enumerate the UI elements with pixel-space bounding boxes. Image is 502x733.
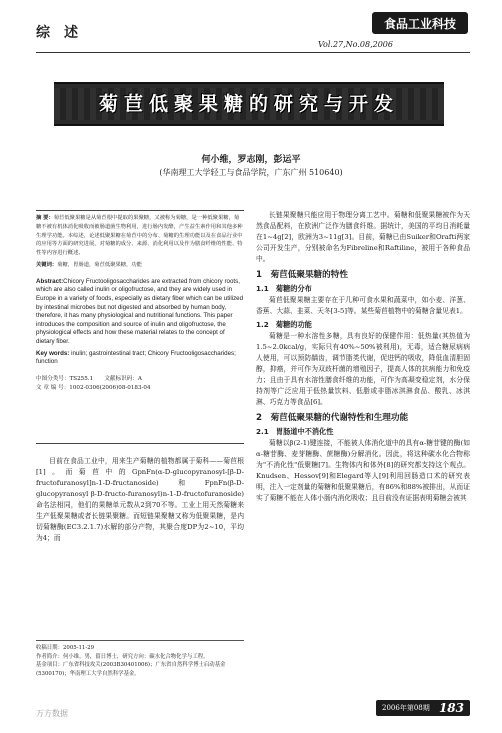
paragraph-2-1: 菊糖以β(2-1)键连接，不能被人体消化道中的具有α-糖苷键的酶(如α-糖苷酶、麦芽糖酶、蔗糖酶)分解消化。因此，将这种碳水化合物称为"不消化性"低聚糖[7]。生物体内和体外[8]的研究都支持这个观点。Knudsen、Hessov[9]和Elegard等人[9]利用回肠造口术的研究表明，注入一定剂量的菊糖和低聚果糖后，有86%和88%被排出，从而证实了菊糖不能在人体小肠内消化吸收；且目前没有证据表明菊糖会被其 <box>256 439 470 502</box>
classification-meta <box>36 375 244 393</box>
section-label: 综述 <box>36 25 92 41</box>
abstract-box <box>36 210 244 444</box>
volume-info: Vol.27,No.08,2006 <box>318 40 393 49</box>
keywords-en-text: inulin; gastrointestinal tract; Chicory Fructooligosaccharides; function <box>36 349 236 366</box>
clc-line: 中图分类号：TS255.1 文献标识码：A <box>36 375 142 382</box>
affiliation: (华南理工大学轻工与食品学院，广东广州 510640) <box>159 168 343 177</box>
keywords-cn-text: 菊糖，胃肠道，菊苣低聚果糖，功能 <box>57 261 142 268</box>
footnote-author: 作者简介：何小维，男，留日博士，研究方向：碳水化合物化学与工程。 <box>36 653 209 660</box>
paragraph-1-1: 菊苣低聚果糖主要存在于几种可食水果和蔬菜中，如小麦、洋葱、香蕉、大蒜、韭菜、天冬[3-5]等。某些菊苣植物中的菊糖含量见表1。 <box>256 296 470 315</box>
abstract-cn-text: 菊苣低聚果糖是从菊苣根中提取的果聚糖，又被称为菊糖，是一种低聚果糖，菊糖不被有机体消化吸收而被肠道菌生物利用，进行肠内发酵，产生益生素作用和其他多种生理学功能。本综述，论述低聚果糖在菊苣中的分布、菊糖的生理功能以及在食品行业中的应用等方面的研究进展，对菊糖的成分、来源、消化利用以及作为膳食纤维的性能、特性等内容进行概述。 <box>36 215 243 257</box>
page-tab <box>376 700 470 716</box>
footnote-fund: 基金项目：广东省科技攻关(2003B30401006)；广东省自然科学博士启动基金(5300170)；华南理工大学自然科学基金。 <box>36 662 226 677</box>
abstract-cn-label: 摘 要： <box>36 215 54 221</box>
footnote <box>36 644 244 678</box>
page-number: 183 <box>438 701 464 715</box>
section-heading-1: 1 菊苣低聚果糖的特性 <box>256 270 348 280</box>
article-title: 菊苣低聚果糖的研究与开发 <box>98 92 399 115</box>
authors: 何小维，罗志刚，彭运平 <box>201 155 301 165</box>
subsection-heading-2-1: 2.1 胃肠道中不消化性 <box>256 427 334 436</box>
keywords-cn-label: 关键词： <box>36 261 58 268</box>
left-body-paragraph: 目前在食品工业中，用来生产菊糖的植物都属于菊科——菊苣根[1]。而菊苣中的GpnFn(α-D-glucopyranosyl-[β-D-fructofuranosyl]n-1-D-fructanoside)和FpnFn(β-D-glucopyranosyl β-D-fructo-furanosyl)n-1-D-fructofuranoside)命名法相同，他们的果糖单元数从2到70不等。工业上用天然菊糖来生产低聚果糖或者长链果聚糖。而短链果聚糖又称为低聚果糖，是内切菊糖酶(EC3.2.1.7)水解的部分产物，其聚合度DP为2~10，平均为4；而 <box>36 457 244 542</box>
keywords-cn <box>36 261 244 270</box>
header-divider <box>36 52 470 53</box>
abstract-en <box>36 278 244 347</box>
paragraph-1-2: 菊糖是一种水溶性多糖，具有良好的保健作用：低热量(其热值为1.5~2.0kcal/g，实际只有40%~50%被利用)，无毒，适合糖尿病病人使用，可以预防龋齿，调节脂类代谢，促进钙的吸收，降低血清胆固醇，抑癌，并可作为双歧杆菌的增殖因子，提高人体的抗病能力和免疫力；且由于具有水溶性膳食纤维的功能，可作为高凝变稳定剂，水分保持剂等广泛应用于低热量饮料、低脂或非脂冰淇淋食品、酸乳、冰淇淋、巧克力等食品[6]。 <box>256 332 470 406</box>
abstract-cn <box>36 214 244 258</box>
keywords-en-label: Key words: <box>36 349 70 357</box>
subsection-heading-1-2: 1.2 菊糖的功能 <box>256 320 312 329</box>
watermark: 万方数据 <box>36 709 68 718</box>
subsection-heading-1-1: 1.1 菊糖的分布 <box>256 284 312 293</box>
abstract-en-text: Chicory Fructooligosaccharides are extracted from chicory roots, which are also called inulin or oligofructose, and they are widely used in Europe in a variety of foods, especially as dietary fiber which can be utilized by intestinal microbes but not digested and absorbed by human body, therefore, it has many physiological and nutritional functions. This paper introduces the composition and source of inulin and oligofructose, the physiological effects and how these material relates to the concept of dietary fiber. <box>36 277 244 345</box>
footnote-divider <box>36 640 244 641</box>
right-column <box>256 210 470 504</box>
intro-paragraph: 长链果聚糖只能应用于物理分离工艺中。菊糖和低聚果糖被作为天然食品配料，在欧洲广泛作为膳食纤维。据统计，美国的平均日消耗量在1~4g[2]，欧洲为3~11g[3]。目前，菊糖已由Suiker和Orafti两家公司开发生产，分别被命名为Fibreline和Raftiline，被用于各种食品中。 <box>256 211 470 263</box>
left-body-text <box>36 456 244 544</box>
section-heading-2: 2 菊苣低聚果糖的代谢特性和生理功能 <box>256 413 409 423</box>
keywords-en <box>36 350 244 367</box>
footnote-received: 收稿日期：2005-11-29 <box>36 645 95 651</box>
article-number-line: 文 章 编 号：1002-0306(2006)08-0183-04 <box>36 384 151 391</box>
issue-label: 2006年第08期 <box>382 704 430 712</box>
abstract-en-label: Abstract: <box>36 277 64 285</box>
journal-logo: 食品工业科技 <box>372 12 468 34</box>
